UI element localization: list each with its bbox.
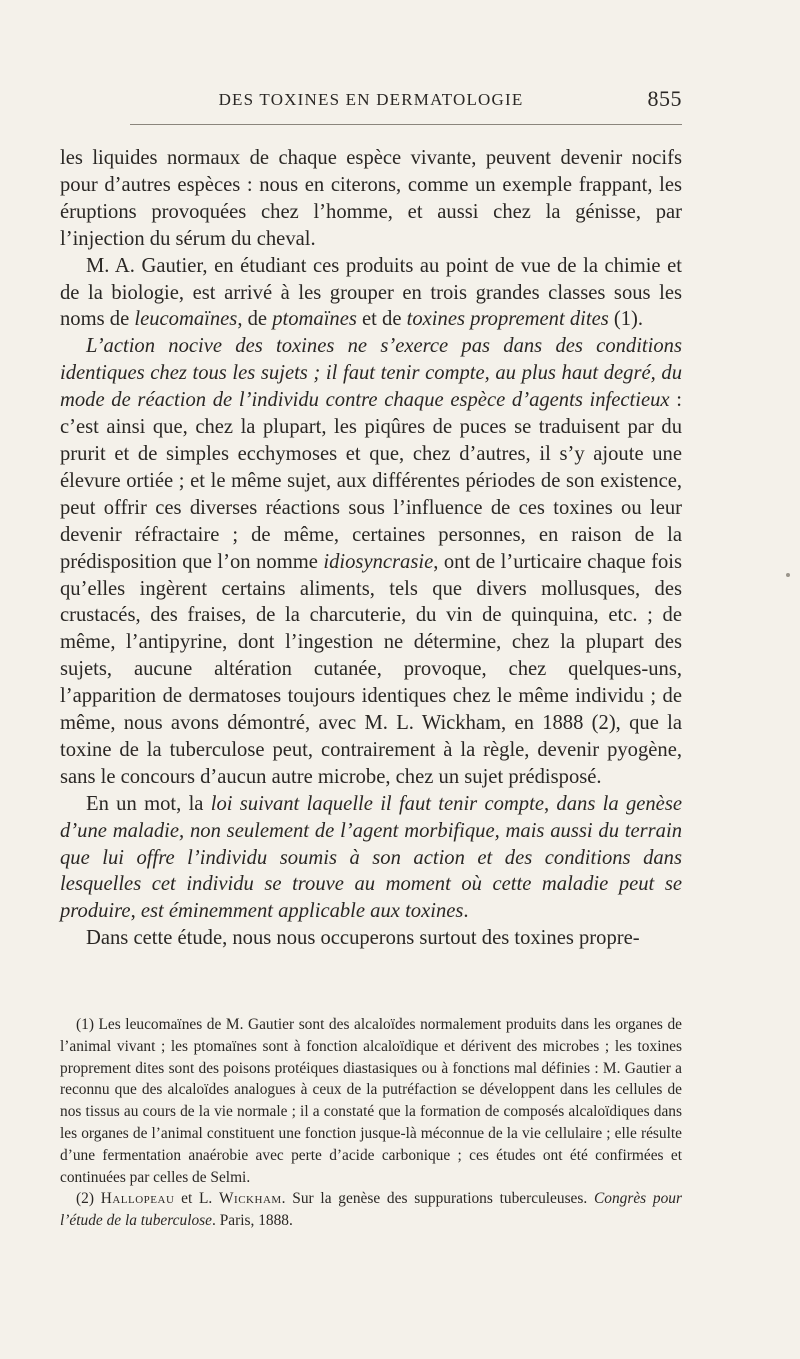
- p3-italic: L’action nocive des toxines ne s’exerce pas dans des conditions identiques chez tous les sujets ; il faut tenir compte, au plus haut degré, du mode de réaction de l’individu contre chaque espèce d’agents infectieux: [60, 335, 682, 412]
- p2-toxines: toxines proprement dites: [406, 308, 609, 331]
- p2-text-d: (1).: [608, 308, 644, 331]
- footnote-2: [60, 1188, 682, 1232]
- fn2-et: et L.: [174, 1190, 220, 1208]
- p2-text-c: et de: [356, 308, 407, 331]
- p2-text-b: , de: [237, 308, 273, 331]
- fn2-author-2: Wickham: [219, 1190, 282, 1208]
- fn2-prefix: (2): [76, 1190, 101, 1208]
- paragraph-4: [60, 791, 682, 926]
- p2-leucomaines: leucomaïnes: [134, 308, 238, 331]
- p2-ptomaines: ptomaïnes: [272, 308, 357, 331]
- p3-text-a: : c’est ainsi que, chez la plupart, les piqûres de puces se traduisent par du prurit et de simples ecchymoses et que, chez d’autres, il s’y ajoute une élevure ortiée ; et le même sujet, aux différentes périodes de son existence, peut offrir ces diverses réactions sous l’influence de ces toxines ou leur devenir réfractaire ; de même, certaines personnes, en raison de la prédisposition que l’on nomme: [60, 389, 682, 573]
- paragraph-3: [60, 333, 682, 790]
- p4-italic-3: est éminemment applicable aux toxines: [140, 900, 464, 923]
- header-rule: [130, 124, 682, 125]
- p4-text-a: En un mot, la: [86, 792, 211, 815]
- fn2-venue: Congrès pour l’étude de la tuberculose: [60, 1190, 682, 1230]
- p3-text-b: , ont de l’urticaire chaque fois qu’elles ingèrent certains aliments, tels que divers mollusques, des crustacés, des fraises, de la charcuterie, du vin de quinquina, etc. ; de même, l’antipyrine, dont l’ingestion ne détermine, chez la plupart des sujets, aucune altération cutanée, provoque, chez quelques-uns, l’apparition de dermatoses toujours identiques chez le même individu ; de même, nous avons démontré, avec M. L. Wickham, en 1888 (2), que la toxine de la tuberculose peut, contrairement à la règle, devenir pyogène, sans le concours d’aucun autre microbe, chez un sujet prédisposé.: [60, 550, 683, 788]
- paragraph-1: les liquides normaux de chaque espèce vivante, peuvent devenir nocifs pour d’autres espèces : nous en citerons, comme un exemple frappant, les éruptions provoquées chez l’homme, et aussi chez la génisse, par l’injection du sérum du cheval.: [60, 147, 682, 250]
- fn2-title: . Sur la genèse des suppurations tuberculeuses.: [281, 1190, 594, 1208]
- p4-italic-1: loi suivant laquelle il faut tenir compte: [210, 792, 544, 815]
- p4-text-c: ,: [130, 900, 141, 923]
- p4-italic-2: dans la genèse d’une maladie, non seulement de l’agent morbifique, mais aussi du terrain que lui offre l’individu soumis à son action et des conditions dans lesquelles cet individu se trouve au moment où cette maladie peut se produire: [60, 792, 682, 923]
- p3-idiosyncrasie: idiosyncrasie: [323, 550, 434, 573]
- running-head: [60, 86, 682, 116]
- fn2-author-1: Hallopeau: [100, 1190, 175, 1208]
- p4-text-d: .: [463, 900, 469, 923]
- margin-speck: [786, 573, 790, 577]
- running-title: DES TOXINES EN DERMATOLOGIE: [218, 90, 524, 109]
- page-number: 855: [647, 86, 682, 111]
- p4-text-b: ,: [543, 792, 557, 815]
- main-text: [60, 145, 682, 952]
- paragraph-2: [60, 253, 682, 334]
- p2-text-a: M. A. Gautier, en étudiant ces produits au point de vue de la chimie et de la biologie, est arrivé à les grouper en trois grandes classes sous les noms de: [60, 254, 682, 331]
- paragraph-5: Dans cette étude, nous nous occuperons surtout des toxines propre-: [86, 927, 640, 950]
- footnote-1: (1) Les leucomaïnes de M. Gautier sont des alcaloïdes normalement produits dans les organes de l’animal vivant ; les ptomaïnes sont à fonction alcaloïdique et dérivent des microbes ; les toxines proprement dites sont des poisons protéiques diastasiques ou à fonctions mal définies : M. Gautier a reconnu que des alcaloïdes analogues à ceux de la putréfaction se développent dans les cellules de nos tissus au cours de la vie normale ; il a constaté que la formation de composés alcaloïdiques dans les organes de l’animal constituent une fonction jusque-là méconnue de la vie cellulaire ; elle résulte d’une fermentation anaérobie avec perte d’acide carbonique ; ces études ont été confirmées et continuées par celles de Selmi.: [60, 1016, 682, 1186]
- fn2-place: . Paris, 1888.: [212, 1212, 293, 1230]
- footnotes: [60, 1014, 682, 1232]
